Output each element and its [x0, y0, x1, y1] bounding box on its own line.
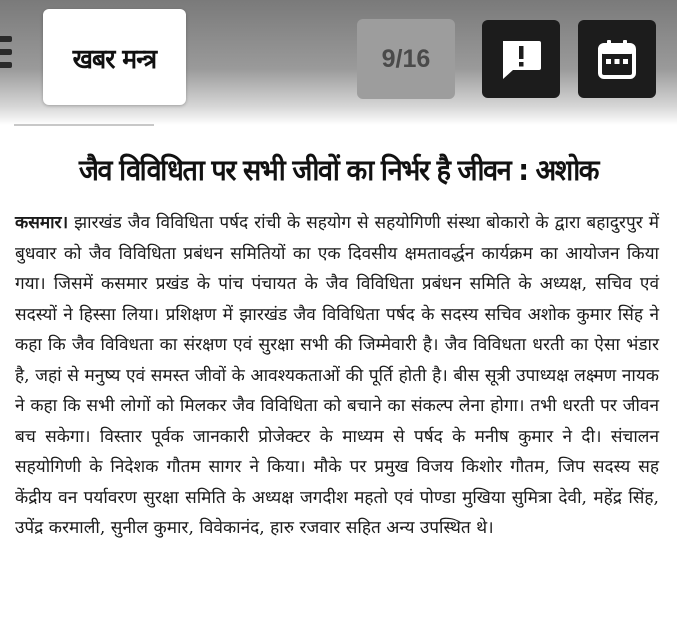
- article-body: [15, 208, 659, 544]
- page-indicator[interactable]: 9/16: [357, 19, 455, 99]
- newspaper-logo[interactable]: [43, 9, 186, 105]
- top-toolbar: [0, 0, 677, 125]
- logo-text: खबर मन्त्र: [72, 43, 157, 75]
- clipping-top-edge: [14, 118, 654, 128]
- feedback-button[interactable]: [482, 20, 560, 98]
- calendar-icon: [595, 37, 639, 81]
- feedback-icon: [497, 35, 545, 83]
- article-headline: जैव विविधिता पर सभी जीवों का निर्भर है जीवन : अशोक: [78, 153, 599, 187]
- article-text: झारखंड जैव विविधिता पर्षद रांची के सहयोग से सहयोगिणी संस्था बोकारो के द्वारा बहादुरपुर में बुधवार को जैव विविधिता प्रबंधन समितियों का एक दिवसीय क्षमतावर्द्धन कार्यक्रम का आयोजन किया गया। जिसमें कसमार प्रखंड के पांच पंचायत के जैव विविधिता प्रबंधन समिति के अध्यक्ष, सचिव एवं सदस्यों ने हिस्सा लिया। प्रशिक्षण में झारखंड जैव विविधिता पर्षद के सदस्य सचिव अशोक कुमार सिंह ने कहा कि जैव विविधता का संरक्षण एवं सुरक्षा सभी की जिम्मेवारी है। जैव विविधता धरती का ऐसा भंडार है, जहां से मनुष्य एवं समस्त जीवों के आवश्यकताओं की पूर्ति होती है। बीस सूत्री उपाध्यक्ष लक्ष्मण नायक ने कहा कि सभी लोगों को मिलकर जैव विविधिता को बचाने का संकल्प लेना होगा। तभी धरती पर जीवन बच सकेगा। विस्तार पूर्वक जानकारी प्रोजेक्टर के माध्यम से पर्षद के मनीष कुमार ने दी। संचालन सहयोगिणी के निदेशक गौतम सागर ने किया। मौके पर प्रमुख विजय किशोर गौतम, जिप सदस्य सह केंद्रीय वन पर्यावरण सुरक्षा समिति के अध्यक्ष जगदीश महतो एवं पोण्डा मुखिया सुमित्रा देवी, महेंद्र सिंह, उपेंद्र करमाली, सुनील कुमार, विवेकानंद, हारु रजवार सहित अन्य उपस्थित थे।: [15, 213, 659, 538]
- menu-handle-icon[interactable]: [0, 36, 12, 76]
- article-dateline: कसमार।: [15, 213, 69, 233]
- calendar-button[interactable]: [578, 20, 656, 98]
